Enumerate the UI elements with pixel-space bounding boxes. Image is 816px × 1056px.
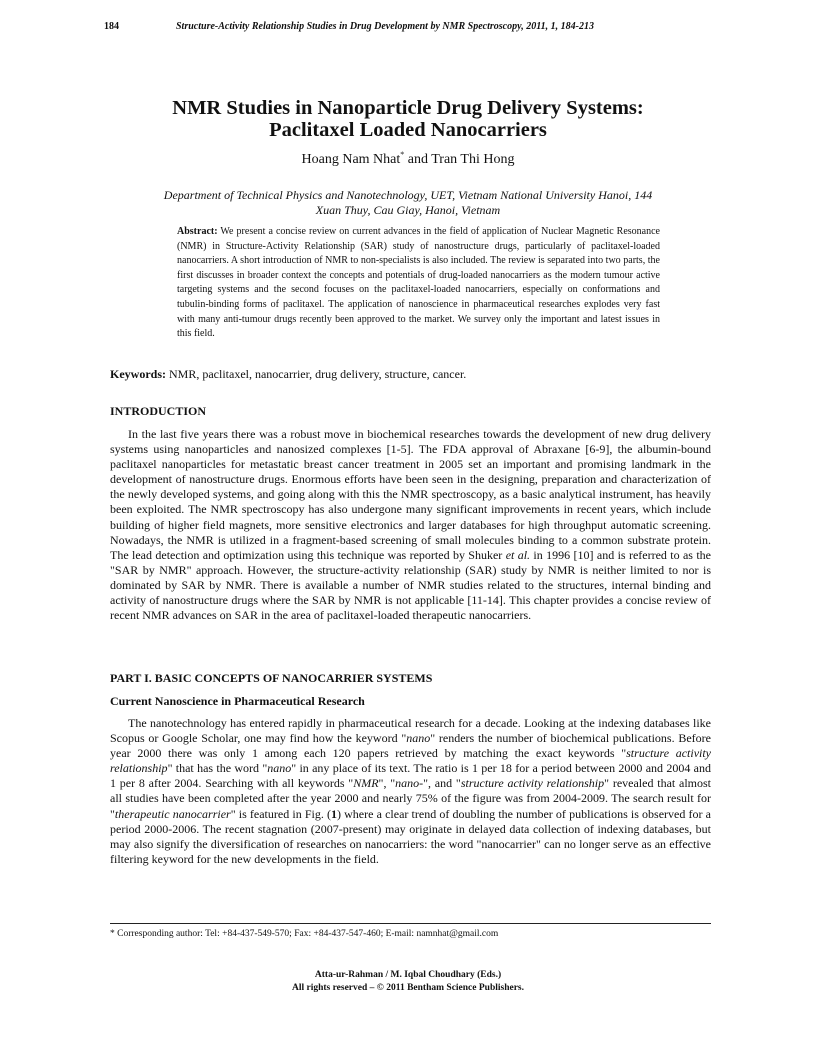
author-name: Tran Thi Hong (431, 152, 515, 167)
introduction-paragraph (110, 427, 711, 623)
paragraph-text: " renders the number of biochemical publications. Before year 2000 there was only 1 among each 120 papers retrieved by matching the exact keywords " (110, 731, 711, 761)
paragraph-text: ", " (378, 776, 396, 791)
paragraph-italic: nano (267, 761, 292, 776)
paragraph-text: in 1996 [10] and is referred to as the "SAR by NMR" approach. However, the structure-activity relationship (SAR) study by NMR is neither limited to nor is dominated by SAR by NMR. There is available a number of NMR studies related to the structures, internal binding and activity of nanostructure drugs where the SAR by NMR is not applicable [11-14]. This chapter provides a concise review of recent NMR advances on SAR in the area of paclitaxel-loaded therapeutic nanocarriers. (110, 547, 712, 623)
author-connector: and (404, 152, 432, 167)
author-list (100, 152, 716, 168)
keywords (110, 367, 710, 382)
figure-reference-link[interactable]: 1 (331, 806, 337, 821)
keywords-label: Keywords: (110, 367, 166, 381)
paragraph-italic: therapeutic nanocarrier (114, 806, 231, 821)
paragraph-italic: et al. (505, 547, 531, 562)
subsection-heading: Current Nanoscience in Pharmaceutical Research (110, 694, 365, 708)
paragraph-text: " in any place of its text. The ratio is 1 per 18 for a period between 2000 and 2004 and 1 per 8 after 2004. Searching with all keywords " (110, 761, 712, 791)
title-line-1: NMR Studies in Nanoparticle Drug Delivery Systems: (172, 97, 644, 119)
corresponding-author-mark: * (400, 150, 405, 159)
paper-title (100, 97, 716, 141)
publisher-imprint (100, 969, 716, 995)
affiliation-line-2: Xuan Thuy, Cau Giay, Hanoi, Vietnam (315, 203, 501, 217)
paragraph-text: ", and " (423, 776, 461, 791)
page-number: 184 (104, 21, 119, 32)
paragraph-text: " that has the word " (167, 761, 268, 776)
editors-line: Atta-ur-Rahman / M. Iqbal Choudhary (Eds.) (314, 970, 502, 980)
journal-citation: Structure-Activity Relationship Studies in Drug Development by NMR Spectroscopy, 2011, 1, 184-213 (176, 21, 594, 32)
paragraph-text: " is featured in Fig. ( (230, 806, 331, 821)
keywords-text: NMR, paclitaxel, nanocarrier, drug delivery, structure, cancer. (166, 367, 467, 381)
abstract-text: We present a concise review on current advances in the field of application of Nuclear Magnetic Resonance (NMR) in Structure-Activity Relationship (SAR) study of nanostructure drugs, particularly of paclitaxel-loaded nanocarriers. A short introduction of NMR to non-specialists is also included. The review is separated into two parts, the first discusses in broader context the concepts and potentials of drug-loaded nanocarriers as the modern tumour active targeting systems and the second focuses on the paclitaxel-loaded nanocarriers, especially on conformations and tubulin-binding forms of paclitaxel. The application of nanoscience in pharmaceutical researches explodes very fast with many anti-tumour drugs recently been approved to the market. We survey only the important and latest issues in this field. (177, 226, 660, 340)
title-line-2: Paclitaxel Loaded Nanocarriers (269, 119, 547, 141)
affiliation-line-1: Department of Technical Physics and Nanotechnology, UET, Vietnam National University Hanoi, 144 (163, 188, 653, 202)
footnote-corresponding-author: * Corresponding author: Tel: +84-437-549-570; Fax: +84-437-547-460; E-mail: namnhat@gmail.com (110, 929, 499, 939)
paragraph-text: ) where a clear trend of doubling the number of publications is observed for a period 2000-2006. The recent stagnation (2007-present) may originate in delayed data collection of indexing databases, but may also signify the diversification of researches on nanocarriers: the word "nanocarrier" can no longer serve as an effective filtering keyword for the new developments in the field. (110, 806, 711, 866)
footnote-divider (110, 923, 711, 924)
section-heading-introduction: INTRODUCTION (110, 404, 207, 418)
paragraph-italic: structure activity relationship (460, 776, 605, 791)
copyright-line: All rights reserved – © 2011 Bentham Science Publishers. (291, 983, 524, 993)
author-name: Hoang Nam Nhat (301, 152, 401, 167)
paragraph-text: " revealed that almost all studies have been completed after the year 2000 and nearly 75% of the figure was from 2004-2009. The search result for " (110, 776, 712, 821)
paragraph-italic: nano (406, 731, 431, 746)
paragraph-italic: NMR (353, 776, 379, 791)
paragraph-text: The nanotechnology has entered rapidly in pharmaceutical research for a decade. Looking at the indexing databases like Scopus or Google Scholar, one may find how the keyword " (110, 716, 711, 746)
part1-paragraph (110, 716, 711, 867)
abstract-label: Abstract: (177, 226, 218, 237)
paragraph-italic: structure activity relationship (110, 746, 712, 776)
abstract (177, 225, 660, 342)
paragraph-italic: nano- (395, 776, 424, 791)
section-heading-part-1: PART I. BASIC CONCEPTS OF NANOCARRIER SYSTEMS (110, 671, 433, 685)
paragraph-text: In the last five years there was a robust move in biochemical researches towards the development of new drug delivery systems using nanoparticles and nanosized complexes [1-5]. The FDA approval of Abraxane [6-9], the albumin-bound paclitaxel nanoparticles for metastatic breast cancer treatment in 2005 set an important and promising landmark in the development of nanostructure drugs. Enormous efforts have been seen in the designing, preparation and characterization of the newly developed systems, and going along with this the NMR spectroscopy, as a basic analytical instrument, has heavily been exploited. The NMR spectroscopy has also undergone many significant improvements in recent years, which include building of higher field magnets, more sensitive electronics and larger databases for high throughput automatic screening. Nowadays, the NMR is utilized in a fragment-based screening of small molecules binding to a common substrate protein. The lead detection and optimization using this technique was reported by Shuker (110, 427, 711, 562)
affiliation (120, 188, 696, 218)
